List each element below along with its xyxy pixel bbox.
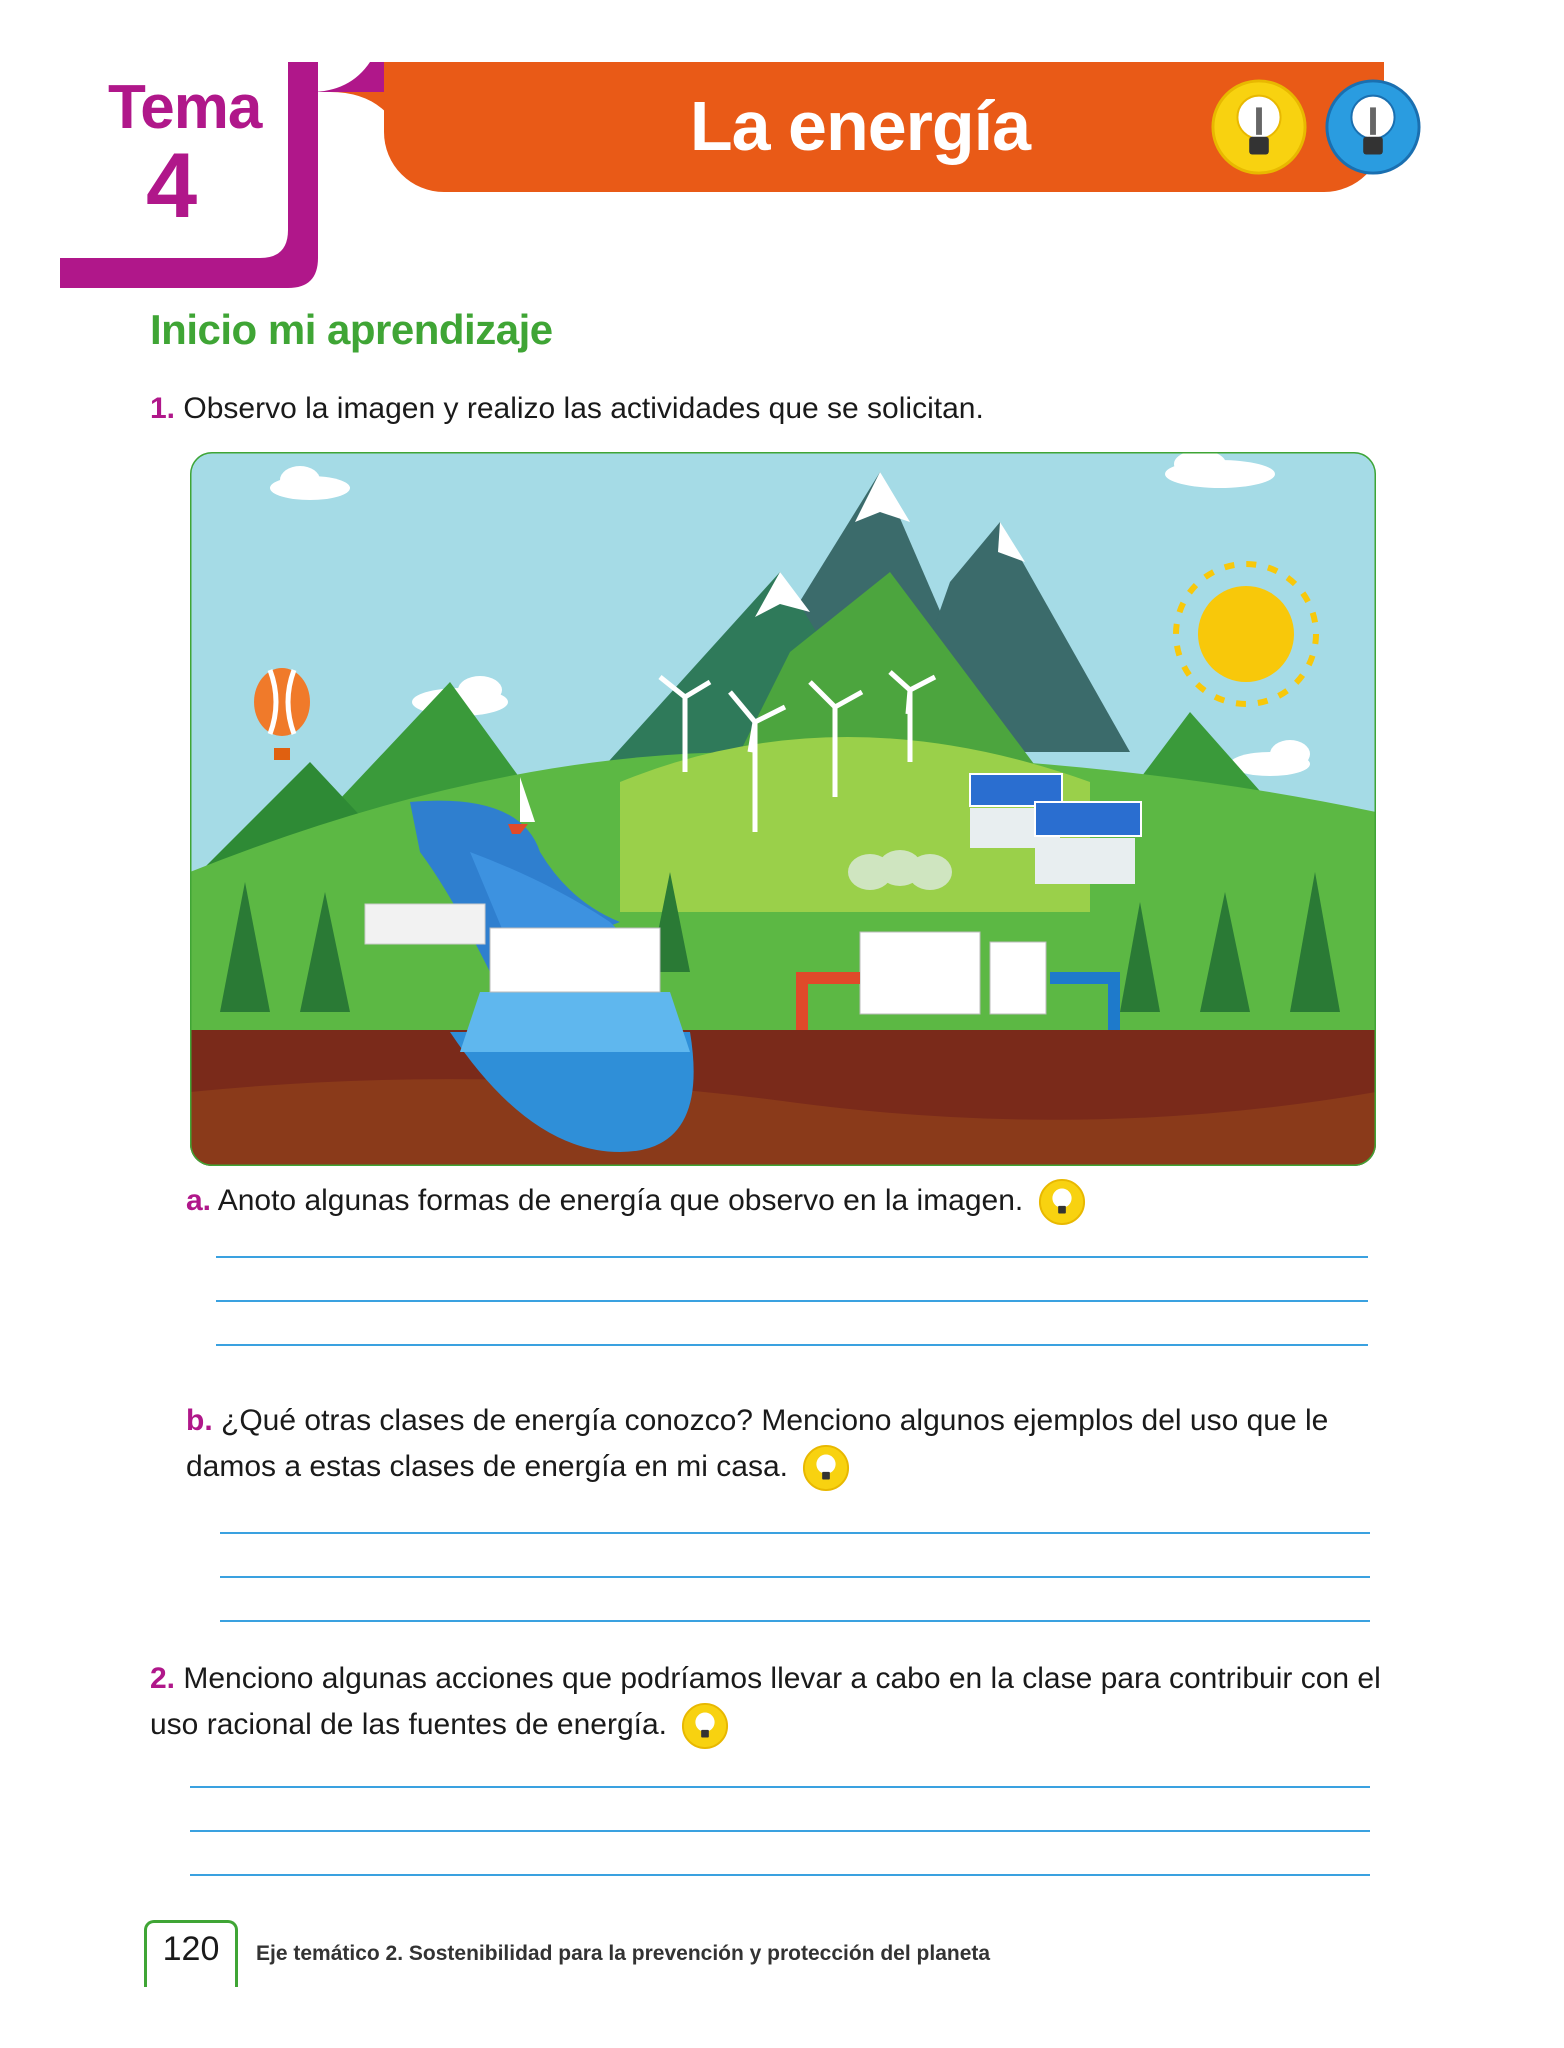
question-2-number: 2.: [150, 1662, 176, 1695]
question-a: [186, 1178, 1086, 1226]
lightbulb-yellow-icon: [1210, 78, 1308, 176]
answer-line[interactable]: [190, 1786, 1370, 1788]
question-1-number: 1.: [150, 392, 176, 425]
page-title: La energía: [689, 87, 1031, 165]
answer-line[interactable]: [190, 1830, 1370, 1832]
tema-number: 4: [146, 135, 198, 237]
question-2: [150, 1656, 1384, 1750]
lightbulb-yellow-icon: [1038, 1178, 1086, 1226]
lightbulb-yellow-icon: [681, 1702, 729, 1750]
question-b-letter: b.: [186, 1404, 213, 1437]
answer-line[interactable]: [220, 1532, 1370, 1534]
footer-caption: Eje temático 2. Sostenibilidad para la prevención y protección del planeta: [256, 1942, 991, 1965]
question-a-text: Anoto algunas formas de energía que observo en la imagen.: [217, 1184, 1024, 1217]
answer-line[interactable]: [216, 1344, 1368, 1346]
question-a-letter: a.: [186, 1184, 212, 1217]
answer-line[interactable]: [216, 1256, 1368, 1258]
section-heading: Inicio mi aprendizaje: [150, 306, 553, 353]
answer-line[interactable]: [216, 1300, 1368, 1302]
page-number: 120: [162, 1930, 220, 1968]
tema-label: Tema: [108, 73, 262, 142]
answer-line[interactable]: [220, 1620, 1370, 1622]
question-2-text: Menciono algunas acciones que podríamos llevar a cabo en la clase para contribuir con el uso racional de las fuentes de energía.: [150, 1662, 1381, 1741]
question-b: [186, 1398, 1382, 1492]
answer-line[interactable]: [220, 1576, 1370, 1578]
energy-landscape-illustration: [190, 452, 1376, 1166]
answer-line[interactable]: [190, 1874, 1370, 1876]
lightbulb-blue-icon: [1324, 78, 1422, 176]
question-b-text: ¿Qué otras clases de energía conozco? Menciono algunos ejemplos del uso que le damos a estas clases de energía en mi casa.: [186, 1404, 1329, 1483]
question-1-text: Observo la imagen y realizo las actividades que se solicitan.: [183, 392, 984, 425]
lightbulb-yellow-icon: [802, 1444, 850, 1492]
question-1: [150, 386, 984, 432]
